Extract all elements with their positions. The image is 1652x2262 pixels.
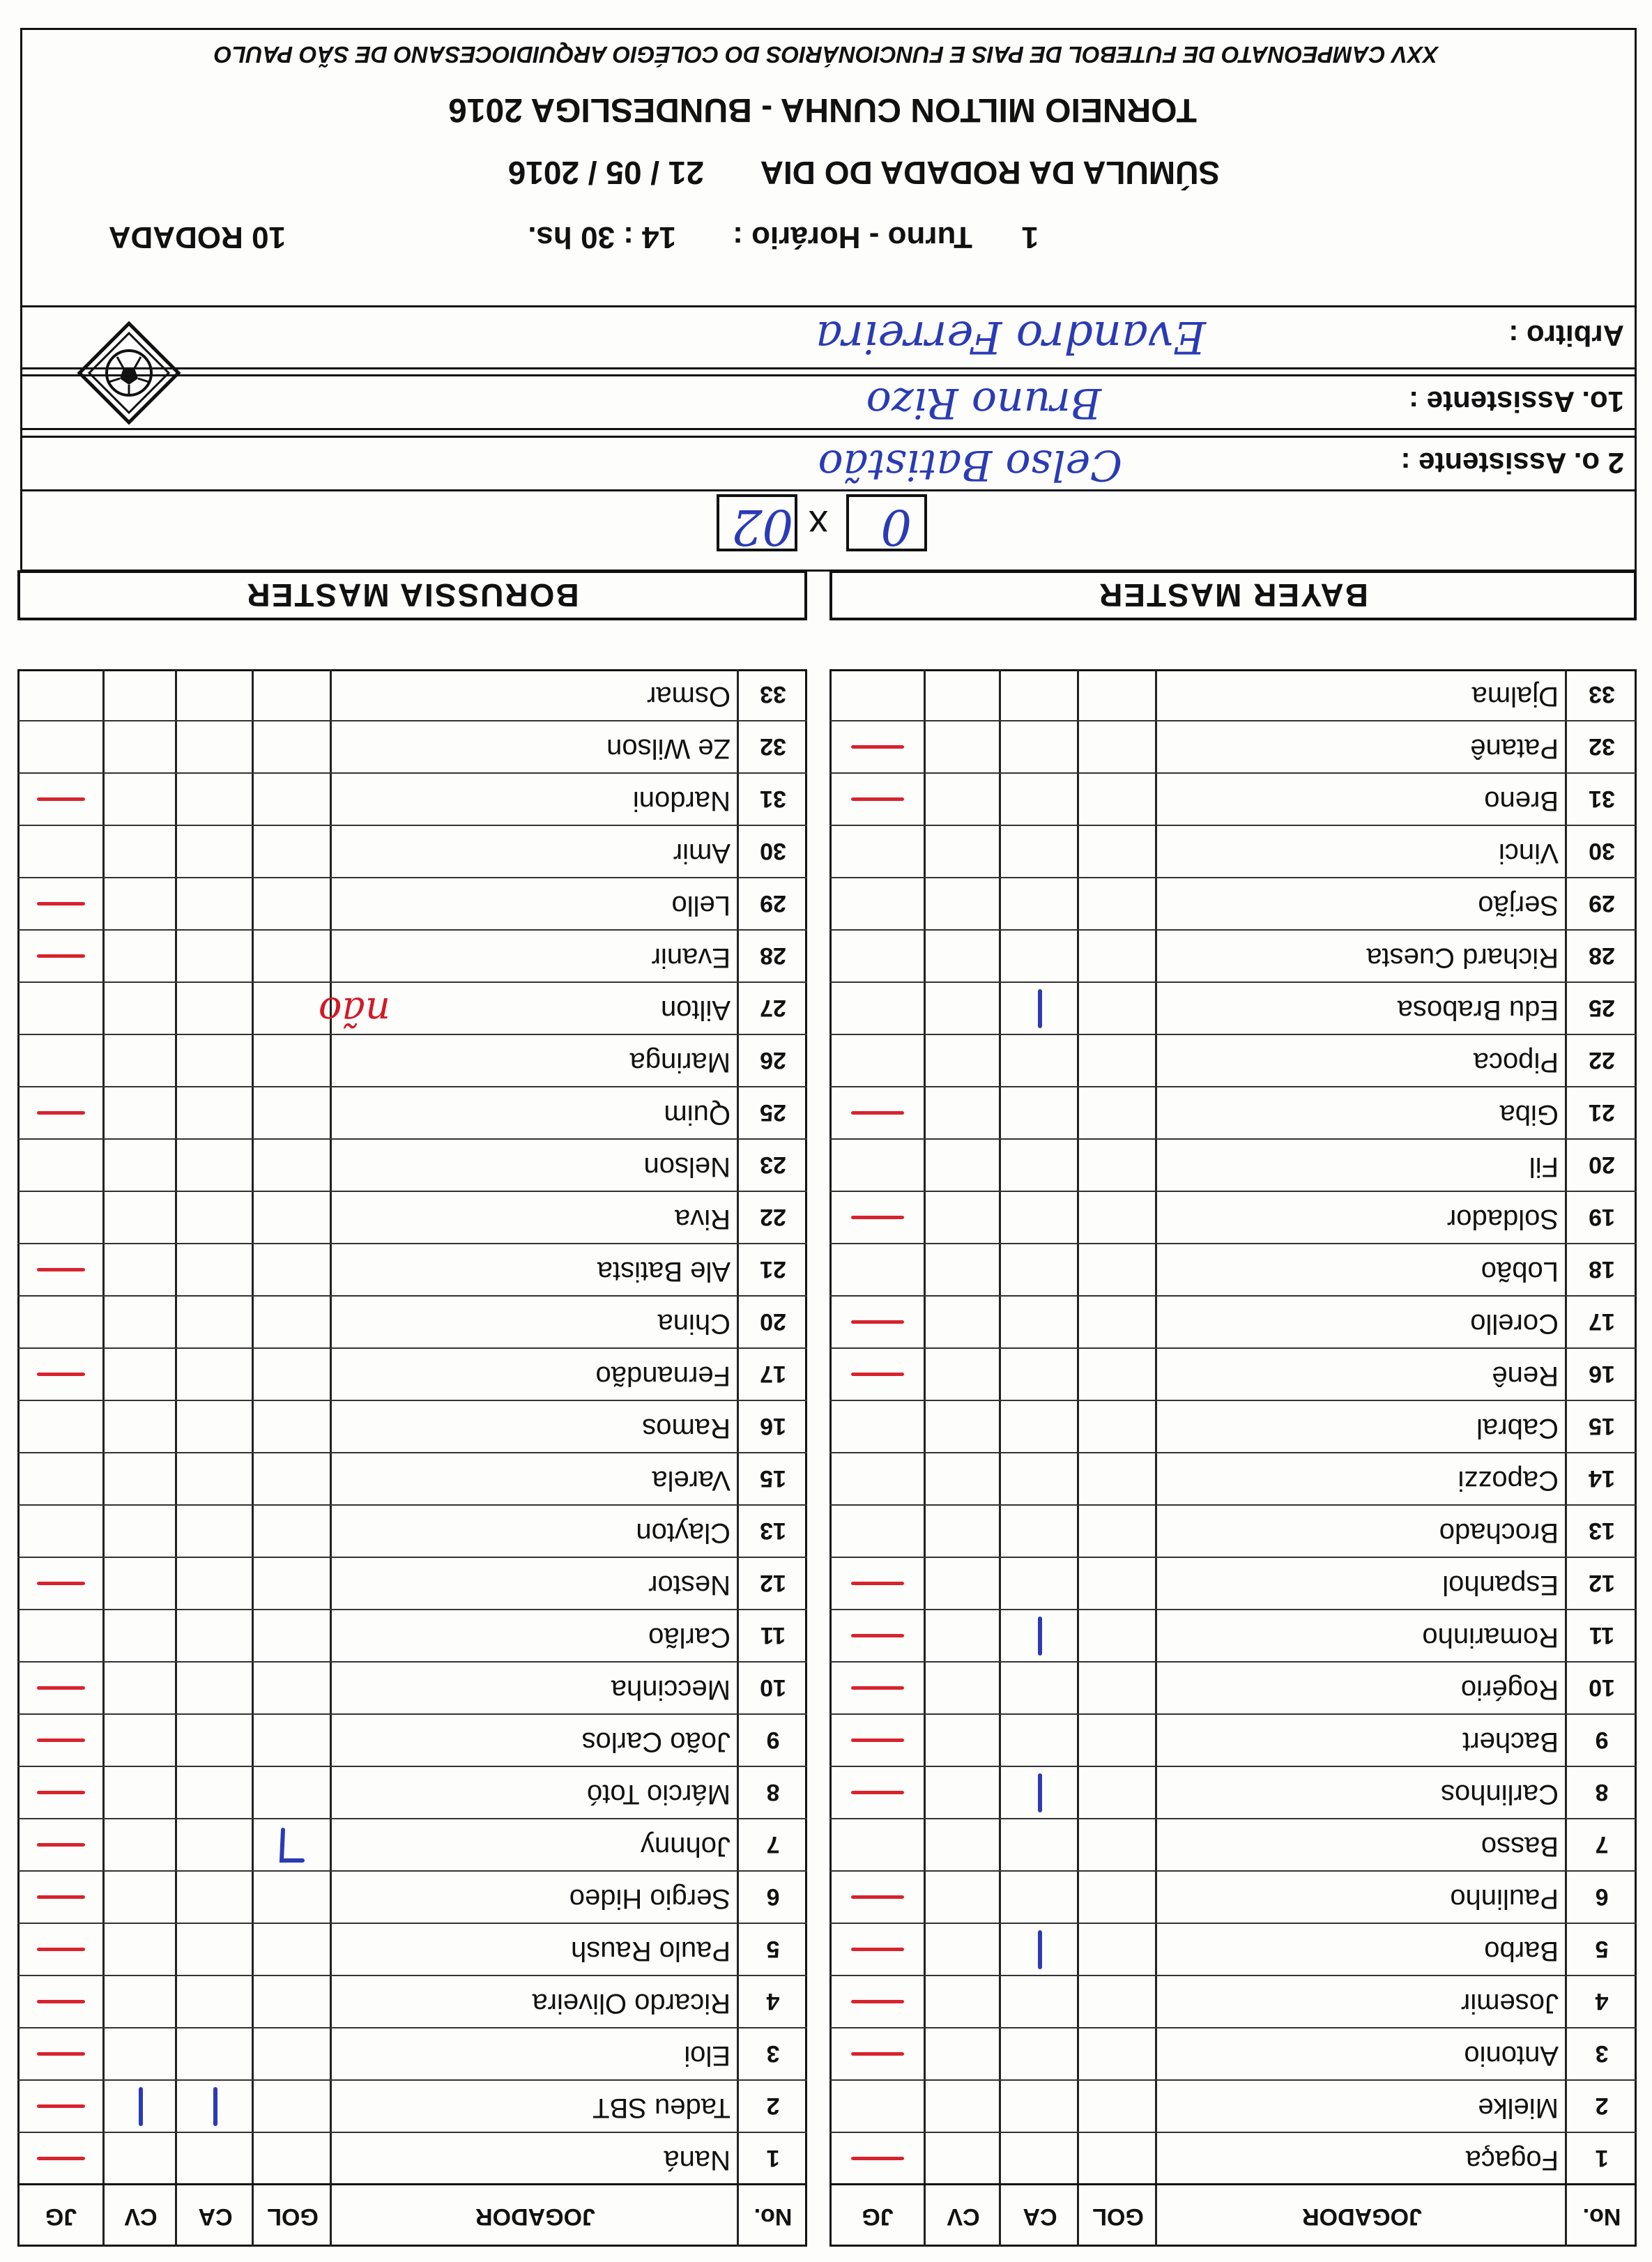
mark-tick (851, 1112, 904, 1115)
player-number: 16 (1589, 1361, 1615, 1387)
row-divider (829, 1452, 1637, 1453)
mark-tick (37, 1582, 85, 1586)
player-name: Fernandão (595, 1361, 731, 1391)
mark-tick (851, 1216, 904, 1220)
player-name: Johnny (641, 1831, 731, 1862)
mark-tick (851, 1948, 904, 1952)
player-number: 29 (1589, 890, 1615, 917)
column-header-jg: JG (862, 2203, 894, 2230)
player-name: Sergio Hideo (569, 1883, 731, 1914)
row-divider (829, 1870, 1637, 1872)
row-divider (829, 1243, 1637, 1244)
player-number: 26 (760, 1047, 786, 1073)
row-divider (17, 2027, 807, 2028)
header-divider (17, 2183, 807, 2185)
row-divider (829, 1034, 1637, 1035)
player-name: Lobão (1481, 1256, 1559, 1287)
column-divider (252, 669, 254, 2247)
mark-tick (37, 1269, 85, 1272)
player-number: 22 (760, 1204, 786, 1230)
player-name: Serjão (1478, 890, 1559, 921)
horario-value: 14 : 30 hs. (528, 220, 676, 254)
player-number: 9 (1595, 1727, 1609, 1753)
player-number: 3 (766, 2040, 780, 2067)
player-name: Paulo Raush (570, 1936, 731, 1966)
column-header-jogador: JOGADOR (475, 2203, 595, 2230)
player-number: 25 (760, 1099, 786, 1126)
player-name: Ze Wilson (606, 733, 731, 764)
player-name: Bachert (1462, 1727, 1559, 1757)
mark-tick (37, 1112, 85, 1115)
player-name: Vinci (1499, 838, 1559, 869)
column-divider (175, 669, 177, 2247)
player-number: 1 (1595, 2145, 1609, 2171)
goal-mark (276, 1825, 307, 1867)
player-number: 1 (766, 2145, 780, 2171)
assistente2-name: Celso Batistão (818, 441, 1122, 489)
player-name: Djalma (1471, 681, 1559, 712)
row-divider (17, 1870, 807, 1872)
score-home: 0 (880, 498, 912, 556)
mark-tick (851, 1791, 904, 1795)
borussia-player-table (17, 669, 807, 2247)
mark-tick (37, 1687, 85, 1690)
player-name: Carlinhos (1441, 1779, 1559, 1810)
player-name: Osmar (647, 681, 731, 712)
assistente1-field (20, 374, 1637, 430)
match-date: 21 / 05 / 2016 (507, 155, 704, 191)
row-divider (17, 1452, 807, 1453)
column-header-jogador: JOGADOR (1302, 2203, 1422, 2230)
player-number: 8 (1595, 1779, 1609, 1805)
player-name: Amir (673, 838, 731, 869)
column-divider (924, 669, 926, 2247)
player-name: Varela (652, 1465, 731, 1496)
row-divider (17, 2132, 807, 2133)
row-divider (829, 1191, 1637, 1192)
mark-tick (37, 2105, 85, 2109)
row-divider (17, 1191, 807, 1192)
mark-tick (139, 2088, 143, 2127)
player-name: Ailton (660, 995, 731, 1025)
player-name: Tadeu SBT (592, 2093, 731, 2123)
player-name: Evanir (651, 942, 731, 973)
player-number: 2 (1595, 2093, 1609, 2119)
mark-tick (1038, 1774, 1042, 1813)
row-divider (829, 2079, 1637, 2081)
player-name: Clayton (636, 1518, 731, 1548)
player-name: Romarinho (1422, 1622, 1559, 1653)
player-name: Josemir (1460, 1988, 1559, 2019)
column-divider (999, 669, 1001, 2247)
column-header-no: No. (1582, 2203, 1621, 2230)
row-divider (829, 1557, 1637, 1558)
player-name: Fogaça (1465, 2145, 1559, 2176)
torneio-title: TORNEIO MILTON CUNHA - BUNDESLIGA 2016 (448, 91, 1197, 128)
player-name: Naná (664, 2145, 731, 2176)
row-divider (17, 1818, 807, 1819)
player-name: Corello (1470, 1308, 1559, 1339)
score-separator: x (809, 503, 828, 547)
column-divider (1077, 669, 1079, 2247)
assistente2-label: 2 o. Assistente : (1400, 447, 1624, 480)
row-divider (17, 1661, 807, 1663)
arbitro-name: Evandro Ferreira (816, 311, 1206, 362)
player-number: 28 (1589, 942, 1615, 969)
player-number: 28 (760, 942, 786, 969)
player-number: 27 (760, 995, 786, 1021)
player-name: Ale Batista (597, 1256, 731, 1287)
row-divider (17, 1347, 807, 1349)
mark-tick (37, 2001, 85, 2004)
player-number: 32 (1589, 733, 1615, 760)
row-divider (17, 1713, 807, 1715)
player-name: João Carlos (581, 1727, 731, 1757)
column-header-cv: CV (124, 2203, 158, 2230)
player-number: 15 (760, 1465, 786, 1492)
mark-tick (851, 1739, 904, 1743)
row-divider (829, 929, 1637, 931)
row-divider (17, 877, 807, 878)
mark-tick (37, 1739, 85, 1743)
row-divider (17, 2079, 807, 2081)
player-number: 13 (760, 1518, 786, 1544)
player-name: Eloi (684, 2040, 731, 2071)
player-number: 7 (766, 1831, 780, 1858)
player-name: China (657, 1308, 731, 1339)
mark-tick (37, 798, 85, 802)
row-divider (829, 2027, 1637, 2028)
column-header-no: No. (754, 2203, 793, 2230)
player-number: 12 (1589, 1570, 1615, 1596)
player-number: 16 (760, 1413, 786, 1439)
player-number: 33 (760, 681, 786, 708)
player-name: Barbo (1484, 1936, 1559, 1966)
player-name: Pipoca (1473, 1047, 1559, 1078)
mark-tick (1038, 1617, 1042, 1656)
row-divider (829, 877, 1637, 878)
row-divider (829, 825, 1637, 826)
player-name: Márcio Totó (586, 1779, 731, 1810)
row-divider (829, 1923, 1637, 1924)
team-name-bayer: BAYER MASTER (829, 570, 1637, 620)
row-divider (829, 1086, 1637, 1087)
player-number: 3 (1595, 2040, 1609, 2067)
player-number: 30 (760, 838, 786, 864)
mark-tick (37, 1844, 85, 1847)
score-away: 02 (731, 498, 793, 556)
row-divider (17, 1243, 807, 1244)
player-name: Fil (1529, 1152, 1559, 1182)
player-name: Basso (1481, 1831, 1559, 1862)
row-divider (829, 1504, 1637, 1506)
row-divider (17, 981, 807, 983)
row-divider (829, 1713, 1637, 1715)
player-name: Ramos (642, 1413, 731, 1444)
arbitro-label: Arbitro : (1508, 319, 1624, 352)
row-divider (829, 1818, 1637, 1819)
player-number: 17 (760, 1361, 786, 1387)
player-number: 33 (1589, 681, 1615, 708)
row-divider (829, 1609, 1637, 1610)
player-name: Cabral (1476, 1413, 1559, 1444)
row-divider (829, 981, 1637, 983)
player-name: Capozzi (1458, 1465, 1559, 1496)
mark-tick (851, 1896, 904, 1900)
row-divider (829, 1975, 1637, 1976)
column-divider (102, 669, 105, 2247)
row-divider (17, 1086, 807, 1087)
player-number: 31 (1589, 786, 1615, 812)
player-number: 12 (760, 1570, 786, 1596)
row-divider (17, 1504, 807, 1506)
player-number: 13 (1589, 1518, 1615, 1544)
player-name: Quim (664, 1099, 731, 1130)
player-name: Meccinha (611, 1674, 731, 1705)
player-number: 2 (766, 2093, 780, 2119)
rodada-label: 10 RODADA (108, 220, 286, 254)
ailton-note: não (318, 988, 390, 1034)
turno-label: Turno - Horário : (733, 220, 972, 254)
mark-tick (37, 1373, 85, 1377)
player-name: Espanhol (1442, 1570, 1559, 1600)
assistente1-label: 1o. Assistente : (1409, 385, 1624, 418)
player-number: 5 (766, 1936, 780, 1962)
team-name-borussia: BORUSSIA MASTER (17, 570, 807, 620)
player-number: 10 (760, 1674, 786, 1701)
player-name: Paulinho (1450, 1883, 1559, 1914)
column-header-ca: CA (1023, 2203, 1057, 2230)
player-number: 6 (1595, 1883, 1609, 1910)
campeonato-title: XXV CAMPEONATO DE FUTEBOL DE PAIS E FUNCIONÁRIOS DO COLÉGIO ARQUIDIOCESANO DE SÃO PAULO (214, 42, 1438, 68)
player-number: 19 (1589, 1204, 1615, 1230)
player-number: 21 (760, 1256, 786, 1283)
player-name: Carlão (648, 1622, 731, 1653)
row-divider (829, 1295, 1637, 1297)
player-name: Ricardo Oliveira (532, 1988, 731, 2019)
row-divider (17, 772, 807, 774)
player-number: 11 (1589, 1622, 1614, 1649)
mark-tick (213, 2088, 217, 2127)
player-number: 11 (760, 1622, 786, 1649)
column-header-gol: GOL (267, 2203, 319, 2230)
mark-tick (851, 1321, 904, 1324)
row-divider (829, 1400, 1637, 1401)
row-divider (17, 1295, 807, 1297)
column-header-gol: GOL (1092, 2203, 1144, 2230)
player-name: Renê (1492, 1361, 1559, 1391)
row-divider (829, 720, 1637, 721)
row-divider (829, 1138, 1637, 1140)
header-divider (829, 2183, 1637, 2185)
turno-value: 1 (1021, 220, 1039, 254)
player-number: 30 (1589, 838, 1615, 864)
row-divider (17, 1400, 807, 1401)
player-name: Richard Cuesta (1366, 942, 1559, 973)
player-number: 23 (760, 1152, 786, 1178)
row-divider (17, 1975, 807, 1976)
row-divider (829, 772, 1637, 774)
mark-tick (37, 903, 85, 906)
mark-tick (851, 798, 904, 802)
player-name: Riva (674, 1204, 731, 1235)
player-name: Brochado (1439, 1518, 1559, 1548)
player-name: Breno (1484, 786, 1559, 816)
row-divider (17, 720, 807, 721)
mark-tick (37, 2157, 85, 2161)
assistente1-name: Bruno Rizo (866, 379, 1101, 427)
player-number: 4 (766, 1988, 780, 2015)
player-name: Mielke (1478, 2093, 1559, 2123)
row-divider (829, 1661, 1637, 1663)
mark-tick (37, 955, 85, 958)
player-number: 22 (1589, 1047, 1615, 1073)
column-header-cv: CV (947, 2203, 980, 2230)
player-number: 8 (766, 1779, 780, 1805)
player-name: Nestor (648, 1570, 731, 1600)
mark-tick (851, 1373, 904, 1377)
mark-tick (851, 1635, 904, 1638)
player-name: Rogério (1460, 1674, 1559, 1705)
player-number: 18 (1589, 1256, 1615, 1283)
player-name: Giba (1499, 1099, 1559, 1130)
player-number: 29 (760, 890, 786, 917)
player-name: Patanê (1470, 733, 1559, 764)
player-name: Nelson (643, 1152, 731, 1182)
mark-tick (37, 1896, 85, 1900)
player-number: 20 (1589, 1152, 1615, 1178)
mark-tick (851, 1687, 904, 1690)
mark-tick (1038, 1931, 1042, 1970)
player-number: 5 (1595, 1936, 1609, 1962)
mark-tick (37, 2053, 85, 2056)
mark-tick (851, 1582, 904, 1586)
player-name: Soldador (1446, 1204, 1559, 1235)
player-number: 9 (766, 1727, 780, 1753)
player-number: 17 (1589, 1308, 1615, 1335)
column-divider (330, 669, 332, 2247)
row-divider (829, 1347, 1637, 1349)
player-number: 21 (1589, 1099, 1615, 1126)
column-header-ca: CA (198, 2203, 233, 2230)
player-number: 4 (1595, 1988, 1609, 2015)
player-number: 31 (760, 786, 786, 812)
mark-tick (37, 1791, 85, 1795)
player-name: Antonio (1464, 2040, 1559, 2071)
row-divider (17, 1034, 807, 1035)
player-name: Maringa (629, 1047, 731, 1078)
row-divider (17, 929, 807, 931)
row-divider (17, 1923, 807, 1924)
sumula-title: SÚMULA DA RODADA DO DIA (760, 155, 1220, 191)
mark-tick (1038, 990, 1042, 1029)
mark-tick (851, 2053, 904, 2056)
player-number: 10 (1589, 1674, 1615, 1701)
player-name: Nardoni (632, 786, 731, 816)
mark-tick (37, 1948, 85, 1952)
row-divider (17, 1766, 807, 1767)
mark-tick (851, 2157, 904, 2161)
player-number: 15 (1589, 1413, 1615, 1439)
row-divider (829, 1766, 1637, 1767)
player-name: Lello (671, 890, 731, 921)
player-number: 6 (766, 1883, 780, 1910)
mark-tick (851, 2001, 904, 2004)
player-name: Edu Brabosa (1397, 995, 1559, 1025)
player-number: 20 (760, 1308, 786, 1335)
row-divider (17, 1557, 807, 1558)
player-number: 14 (1589, 1465, 1615, 1492)
row-divider (829, 2132, 1637, 2133)
player-number: 32 (760, 733, 786, 760)
row-divider (17, 825, 807, 826)
player-number: 7 (1595, 1831, 1609, 1858)
player-number: 25 (1589, 995, 1615, 1021)
row-divider (17, 1609, 807, 1610)
column-header-jg: JG (45, 2203, 77, 2230)
column-divider (1155, 669, 1157, 2247)
mark-tick (851, 746, 904, 749)
bayer-player-table (829, 669, 1637, 2247)
row-divider (17, 1138, 807, 1140)
